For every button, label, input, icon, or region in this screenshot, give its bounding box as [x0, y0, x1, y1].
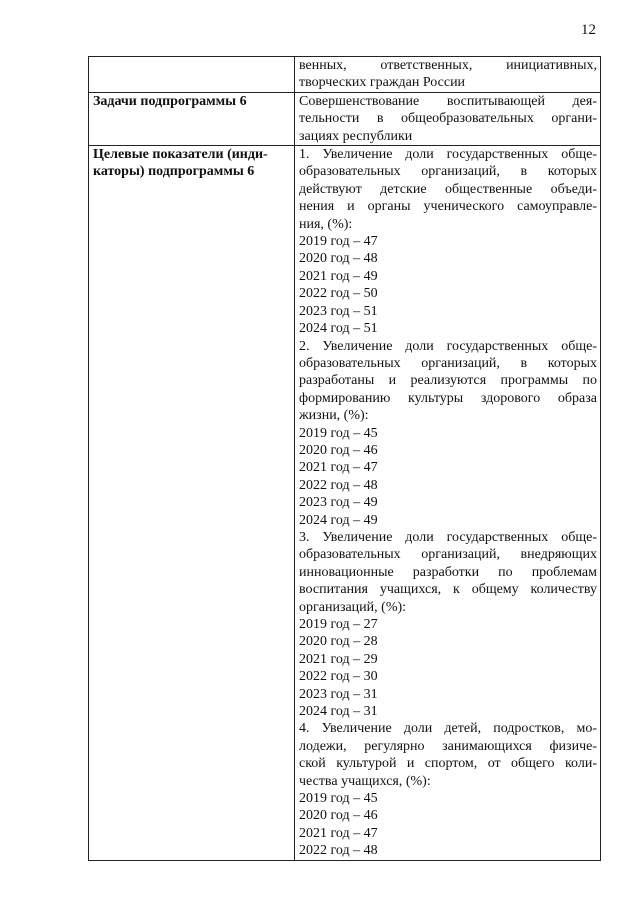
row-content-tasks: Совершенствование воспитывающей дея- тельности в общеобразовательных органи- зациях республики — [295, 92, 601, 145]
table-row — [89, 92, 601, 145]
indicator-item: 1. Увеличение доли государственных обще- образовательных организаций, в которых действуют детские общественные объеди- нения и органы ученического самоуправле- ния, (%): 2019 год – 47 2020 год – 48 2021 год – 49 2022 год – 50 2023 год – 51 2024 год – 51 — [299, 147, 597, 337]
table-row — [89, 146, 601, 861]
year-value: 2024 год – 49 — [299, 512, 378, 528]
year-value: 2021 год – 47 — [299, 460, 378, 476]
year-value: 2021 год – 29 — [299, 651, 378, 667]
indicator-item: 4. Увеличение доли детей, подростков, мо- лодежи, регулярно занимающихся физиче- ской культурой и спортом, от общего коли- чества учащихся, (%): 2019 год – 45 2020 год – 46 2021 год – 47 2022 год – 48 — [299, 721, 597, 859]
year-value: 2020 год – 28 — [299, 634, 378, 650]
table-row — [89, 57, 601, 93]
year-value: 2022 год – 48 — [299, 843, 378, 859]
year-value: 2022 год – 30 — [299, 669, 378, 685]
year-value: 2019 год – 45 — [299, 791, 378, 807]
year-value: 2024 год – 31 — [299, 704, 378, 720]
year-value: 2022 год – 50 — [299, 286, 378, 302]
row-content: венных, ответственных, инициативных, творческих граждан России — [295, 57, 601, 93]
year-value: 2019 год – 45 — [299, 425, 378, 441]
year-value: 2020 год – 48 — [299, 251, 378, 267]
year-value: 2023 год – 51 — [299, 303, 378, 319]
year-value: 2024 год – 51 — [299, 321, 378, 337]
indicator-item: 2. Увеличение доли государственных обще- образовательных организаций, в которых разработаны и реализуются программы по формированию культуры здорового образа жизни, (%): 2019 год – 45 2020 год – 46 2021 год – 47 2022 год – 48 2023 год – 49 2024 год – 49 — [299, 338, 597, 528]
program-table — [88, 56, 601, 861]
year-value: 2023 год – 31 — [299, 686, 378, 702]
year-value: 2022 год – 48 — [299, 477, 378, 493]
row-label-indicators: Целевые показатели (инди- каторы) подпрограммы 6 — [89, 146, 295, 861]
year-value: 2021 год – 49 — [299, 268, 378, 284]
year-value: 2020 год – 46 — [299, 442, 378, 458]
year-value: 2020 год – 46 — [299, 808, 378, 824]
year-value: 2019 год – 27 — [299, 617, 378, 632]
year-value: 2023 год – 49 — [299, 495, 378, 511]
row-label-empty — [89, 57, 295, 93]
page-number: 12 — [581, 22, 596, 38]
year-value: 2021 год – 47 — [299, 825, 378, 841]
year-value: 2019 год – 47 — [299, 234, 378, 250]
row-label-tasks: Задачи подпрограммы 6 — [89, 92, 295, 145]
row-content-indicators — [295, 146, 601, 861]
indicator-item: 3. Увеличение доли государственных обще- образовательных организаций, внедряющих инновационные разработки по проблемам воспитания учащихся, к общему количеству организаций, (%): 2019 год – 27 2020 год – 28 2021 год – 29 2022 год – 30 2023 год – 31 2024 год – 31 — [299, 529, 597, 720]
